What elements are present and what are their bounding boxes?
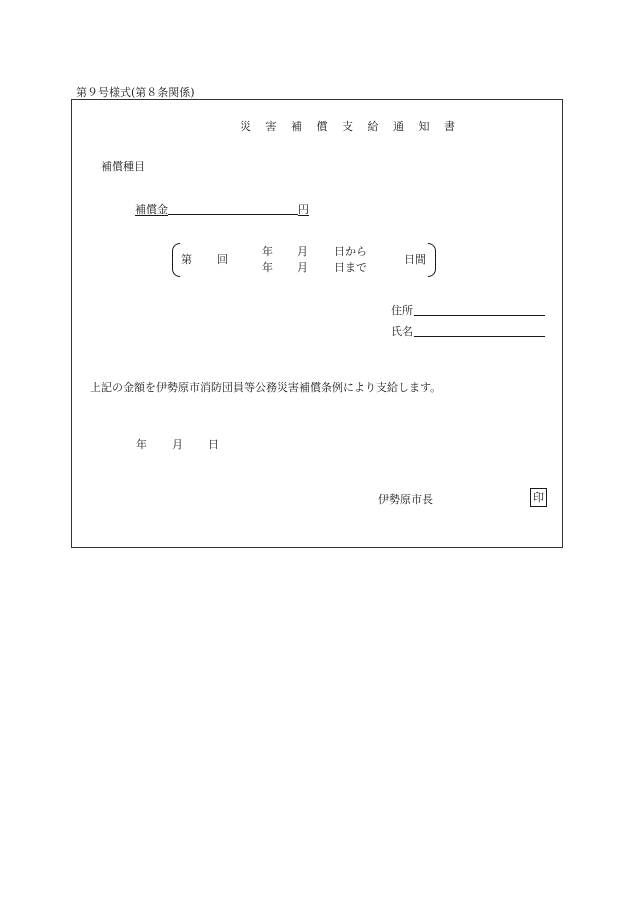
date-day: 日 bbox=[208, 438, 219, 451]
amount-label: 補償金 bbox=[135, 203, 168, 216]
period-start-day: 日から bbox=[334, 245, 367, 258]
amount-line bbox=[135, 201, 309, 217]
amount-unit: 円 bbox=[298, 203, 309, 216]
form-number-label: 第９号様式(第８条関係) bbox=[76, 86, 195, 99]
document-title: 災 害 補 償 支 給 通 知 書 bbox=[240, 120, 461, 133]
mayor-title: 伊勢原市長 bbox=[378, 493, 433, 506]
period-end-day: 日まで bbox=[334, 261, 367, 274]
name-field[interactable] bbox=[414, 336, 545, 337]
period-dai: 第 bbox=[181, 253, 192, 266]
period-kai: 回 bbox=[217, 253, 228, 266]
period-start-month: 月 bbox=[297, 245, 308, 258]
period-start-year: 年 bbox=[262, 245, 273, 258]
amount-blank[interactable] bbox=[168, 201, 298, 215]
period-days: 日間 bbox=[404, 253, 426, 266]
right-bracket bbox=[428, 243, 436, 277]
address-field[interactable] bbox=[414, 315, 545, 316]
seal-mark: 印 bbox=[530, 488, 547, 507]
payment-statement: 上記の金額を伊勢原市消防団員等公務災害補償条例により支給します。 bbox=[90, 381, 442, 394]
compensation-type-label: 補償種目 bbox=[101, 160, 145, 173]
address-label: 住所 bbox=[391, 304, 413, 317]
period-end-year: 年 bbox=[262, 261, 273, 274]
period-end-month: 月 bbox=[297, 261, 308, 274]
left-bracket bbox=[172, 243, 180, 277]
name-label: 氏名 bbox=[391, 325, 413, 338]
date-year: 年 bbox=[136, 438, 147, 451]
date-month: 月 bbox=[172, 438, 183, 451]
